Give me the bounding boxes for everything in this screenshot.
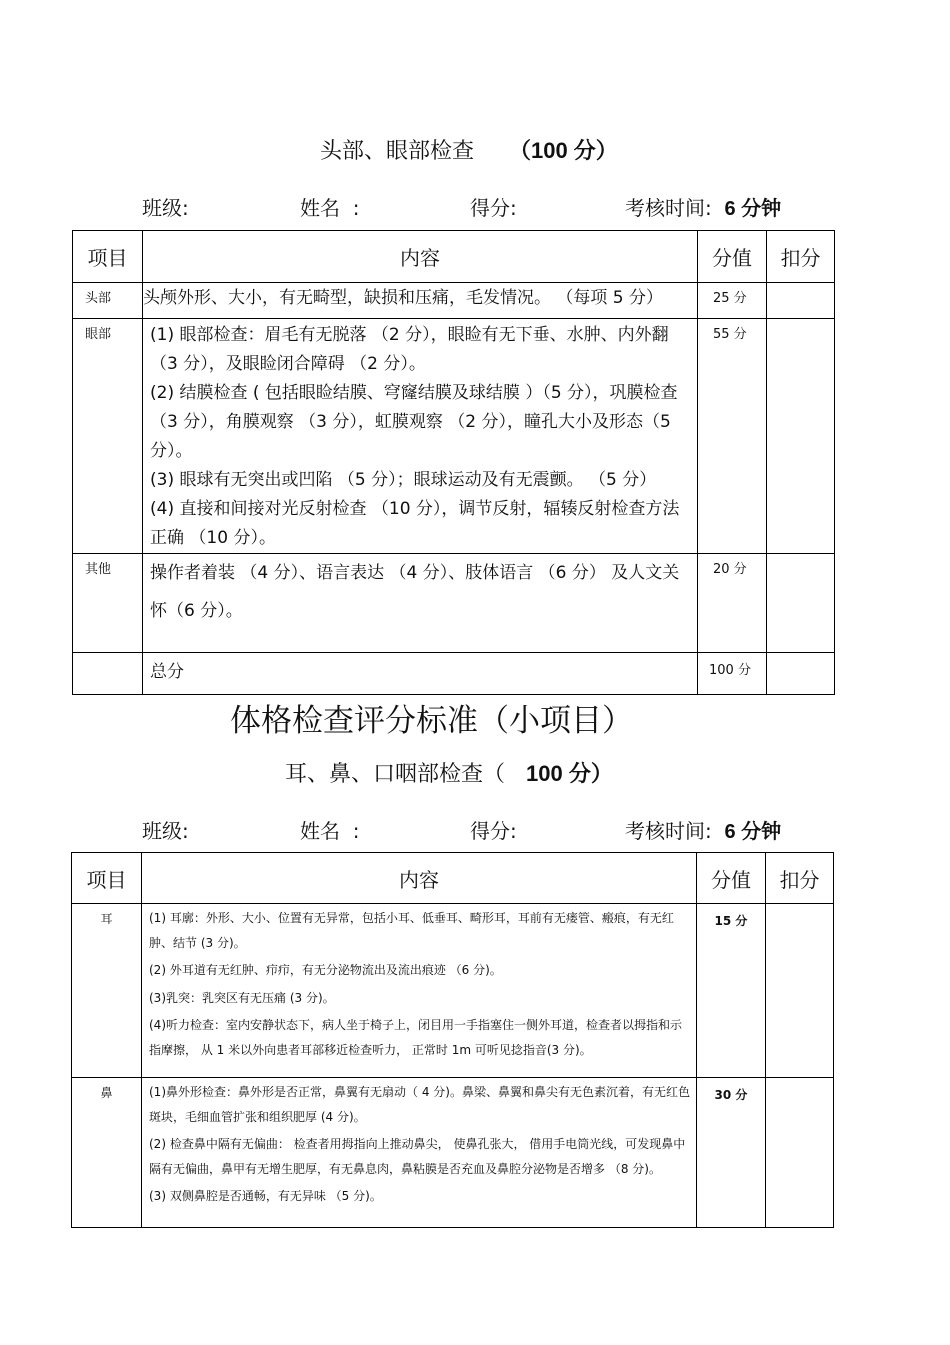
row-category: 眼部 xyxy=(73,319,143,554)
row-score: 25 分 xyxy=(698,283,767,319)
table-row xyxy=(73,554,835,653)
row-category: 其他 xyxy=(73,554,143,653)
total-label: 总分 xyxy=(150,662,184,682)
time-field xyxy=(625,192,781,221)
time-label: 考核时间: xyxy=(625,196,712,220)
header-value: 分值 xyxy=(698,231,767,283)
header-content: 内容 xyxy=(142,853,697,904)
table-row xyxy=(72,1078,834,1228)
content-line: (2) 结膜检查 ( 包括眼睑结膜、穹窿结膜及球结膜 ）（5 分），巩膜检查（3 分），角膜观察 （3 分），虹膜观察 （2 分），瞳孔大小及形态（5 分）。 xyxy=(150,383,678,461)
row-score: 20 分 xyxy=(698,554,767,653)
content-line: (1) 眼部检查：眉毛有无脱落 （2 分），眼睑有无下垂、水肿、内外翻（3 分），及眼睑闭合障碍 （2 分）。 xyxy=(150,325,669,374)
row-score: 15 分 xyxy=(697,904,766,1078)
row-score: 55 分 xyxy=(698,319,767,554)
row-content xyxy=(143,319,698,554)
content-line: (1) 耳廓：外形、大小、位置有无异常，包括小耳、低垂耳、畸形耳，耳前有无瘘管、瘢痕，有无红肿、结节 (3 分)。 xyxy=(149,911,674,950)
row-deduct xyxy=(767,319,835,554)
name-label: 姓名 : xyxy=(300,196,360,220)
content-line: (2) 检查鼻中隔有无偏曲： 检查者用拇指向上推动鼻尖， 使鼻孔张大， 借用手电筒光线，可发现鼻中隔有无偏曲，鼻甲有无增生肥厚，有无鼻息肉，鼻粘膜是否充血及鼻腔分泌物是否增多 （8 分)。 xyxy=(149,1137,686,1176)
header-deduct: 扣分 xyxy=(766,853,834,904)
row-deduct xyxy=(767,283,835,319)
time-value: 6 分钟 xyxy=(724,821,782,843)
row-category: 耳 xyxy=(72,904,142,1078)
header-item: 项目 xyxy=(73,231,143,283)
header-value: 分值 xyxy=(697,853,766,904)
row-content xyxy=(143,554,698,653)
section1-title xyxy=(320,134,618,165)
score-label: 得分: xyxy=(470,819,517,843)
row-category: 头部 xyxy=(73,283,143,319)
content-line: (1)鼻外形检查：鼻外形是否正常，鼻翼有无扇动（ 4 分)。鼻梁、鼻翼和鼻尖有无色素沉着，有无红色斑块，毛细血管扩张和组织肥厚 (4 分)。 xyxy=(149,1085,690,1124)
row-content xyxy=(142,904,697,1078)
row-score: 100 分 xyxy=(698,653,767,695)
table-row xyxy=(72,904,834,1078)
time-value: 6 分钟 xyxy=(724,198,782,220)
section1-table xyxy=(72,230,835,695)
row-category xyxy=(73,653,143,695)
row-deduct xyxy=(767,653,835,695)
table-row xyxy=(73,283,835,319)
row-deduct xyxy=(766,1078,834,1228)
class-label: 班级: xyxy=(142,196,189,220)
content-line: 操作者着装 （4 分）、语言表达 （4 分）、肢体语言 （6 分） 及人文关怀（6 分）。 xyxy=(150,563,680,621)
section1-title-points: （100 分） xyxy=(508,138,618,163)
time-field xyxy=(625,815,781,844)
table-header-row xyxy=(73,231,835,283)
section2-title xyxy=(285,757,613,788)
header-item: 项目 xyxy=(72,853,142,904)
row-deduct xyxy=(766,904,834,1078)
content-line: (3) 双侧鼻腔是否通畅，有无异味 （5 分)。 xyxy=(149,1189,382,1203)
main-title: 体格检查评分标准（小项目） xyxy=(230,703,633,739)
row-category: 鼻 xyxy=(72,1078,142,1228)
section2-title-points: 100 分） xyxy=(526,761,613,786)
content-line: (4) 直接和间接对光反射检查 （10 分），调节反射，辐辏反射检查方法正确 （10 分）。 xyxy=(150,499,680,548)
class-label: 班级: xyxy=(142,819,189,843)
table-header-row xyxy=(72,853,834,904)
table-row xyxy=(73,653,835,695)
row-score: 30 分 xyxy=(697,1078,766,1228)
row-content xyxy=(142,1078,697,1228)
name-label: 姓名 : xyxy=(300,819,360,843)
content-line: (3) 眼球有无突出或凹陷 （5 分）；眼球运动及有无震颤。 （5 分） xyxy=(150,470,657,490)
section2-table xyxy=(71,852,834,1228)
content-line: (3)乳突：乳突区有无压痛 (3 分)。 xyxy=(149,990,335,1005)
time-label: 考核时间: xyxy=(625,819,712,843)
content-line: 头颅外形、大小，有无畸型，缺损和压痛，毛发情况。 （每项 5 分） xyxy=(143,288,664,308)
section1-title-text: 头部、眼部检查 xyxy=(320,139,475,164)
row-content xyxy=(143,283,698,319)
row-deduct xyxy=(767,554,835,653)
content-line: (4)听力检查：室内安静状态下，病人坐于椅子上，闭目用一手指塞住一侧外耳道，检查者以拇指和示指摩擦， 从 1 米以外向患者耳部移近检查听力， 正常时 1m 可听见捻指音(3 分)。 xyxy=(149,1018,683,1057)
section2-title-text: 耳、鼻、口咽部检查（ xyxy=(285,762,506,787)
header-deduct: 扣分 xyxy=(767,231,835,283)
content-line: (2) 外耳道有无红肿、疖疖，有无分泌物流出及流出痕迹 （6 分)。 xyxy=(149,963,502,977)
row-content xyxy=(143,653,698,695)
score-label: 得分: xyxy=(470,196,517,220)
header-content: 内容 xyxy=(143,231,698,283)
table-row xyxy=(73,319,835,554)
